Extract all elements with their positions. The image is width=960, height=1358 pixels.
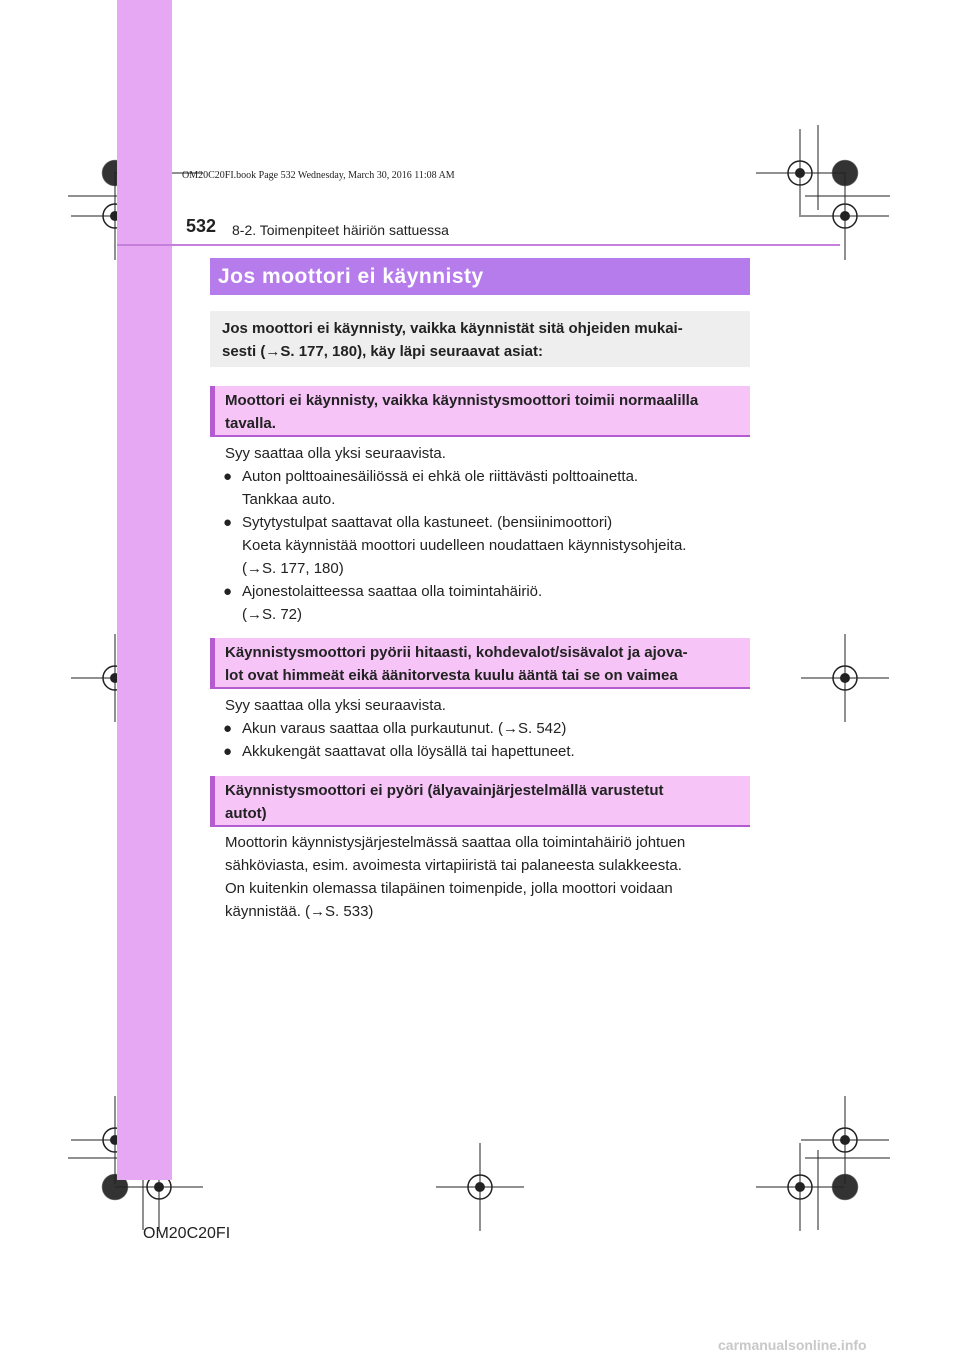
paragraph-line: sähköviasta, esim. avoimesta virtapiiristä tai palaneesta sulakkeesta. bbox=[225, 857, 682, 874]
bullet-icon: ● bbox=[223, 720, 233, 737]
bullet-icon: ● bbox=[223, 514, 233, 531]
crop-marks-top bbox=[68, 125, 890, 210]
section-body-2 bbox=[225, 694, 745, 763]
subheading-line: Moottori ei käynnisty, vaikka käynnistysmoottori toimii normaalilla bbox=[225, 392, 699, 409]
subheading-line: Käynnistysmoottori pyörii hitaasti, kohdevalot/sisävalot ja ajova- bbox=[225, 644, 688, 661]
book-meta-line: OM20C20FI.book Page 532 Wednesday, March 30, 2016 11:08 AM bbox=[182, 170, 455, 181]
subheading-line: lot ovat himmeät eikä äänitorvesta kuulu ääntä tai se on vaimea bbox=[225, 667, 678, 684]
subheading-slow-starter bbox=[210, 638, 750, 689]
page-title: Jos moottori ei käynnisty bbox=[210, 258, 750, 295]
watermark: carmanualsonline.info bbox=[718, 1337, 867, 1353]
paragraph-line: On kuitenkin olemassa tilapäinen toimenpide, jolla moottori voidaan bbox=[225, 880, 673, 897]
paragraph-line: käynnistää. (→S. 533) bbox=[225, 903, 374, 920]
subheading-line: Käynnistysmoottori ei pyöri (älyavainjärjestelmällä varustetut bbox=[225, 782, 664, 799]
subheading-starter-not-turning bbox=[210, 776, 750, 827]
list-item: ● Akkukengät saattavat olla löysällä tai hapettuneet. bbox=[225, 740, 745, 763]
section-heading: 8-2. Toimenpiteet häiriön sattuessa bbox=[232, 222, 449, 238]
page-number: 532 bbox=[186, 216, 217, 236]
bullet-icon: ● bbox=[223, 468, 233, 485]
section-body-1 bbox=[225, 442, 745, 626]
list-item: ● Sytytystulpat saattavat olla kastuneet. (bensiinimoottori) Koeta käynnistää moottori uudelleen noudattaen käynnistysohjeita. (→S. 177, 180) bbox=[225, 511, 745, 580]
intro-box bbox=[210, 311, 750, 367]
intro-line: Jos moottori ei käynnisty, vaikka käynnistät sitä ohjeiden mukai- bbox=[222, 320, 683, 337]
footer-code: OM20C20FI bbox=[143, 1225, 231, 1242]
side-color-band bbox=[117, 0, 172, 1180]
paragraph-line: Moottorin käynnistysjärjestelmässä saattaa olla toimintahäiriö johtuen bbox=[225, 834, 686, 851]
subheading-line: tavalla. bbox=[225, 415, 276, 432]
intro-line: sesti (→S. 177, 180), käy läpi seuraavat asiat: bbox=[222, 343, 544, 360]
list-item: ● Akun varaus saattaa olla purkautunut. (→S. 542) bbox=[225, 717, 745, 740]
subheading-line: autot) bbox=[225, 805, 267, 822]
lead-text: Syy saattaa olla yksi seuraavista. bbox=[225, 445, 446, 462]
bullet-icon: ● bbox=[223, 583, 233, 600]
header-rule bbox=[117, 244, 840, 246]
subheading-normal-starter bbox=[210, 386, 750, 437]
list-item: ● Ajonestolaitteessa saattaa olla toimintahäiriö. (→S. 72) bbox=[225, 580, 745, 626]
bullet-icon: ● bbox=[223, 743, 233, 760]
list-item: ● Auton polttoainesäiliössä ei ehkä ole riittävästi polttoainetta. Tankkaa auto. bbox=[225, 465, 745, 511]
section-body-3 bbox=[225, 831, 745, 923]
lead-text: Syy saattaa olla yksi seuraavista. bbox=[225, 697, 446, 714]
